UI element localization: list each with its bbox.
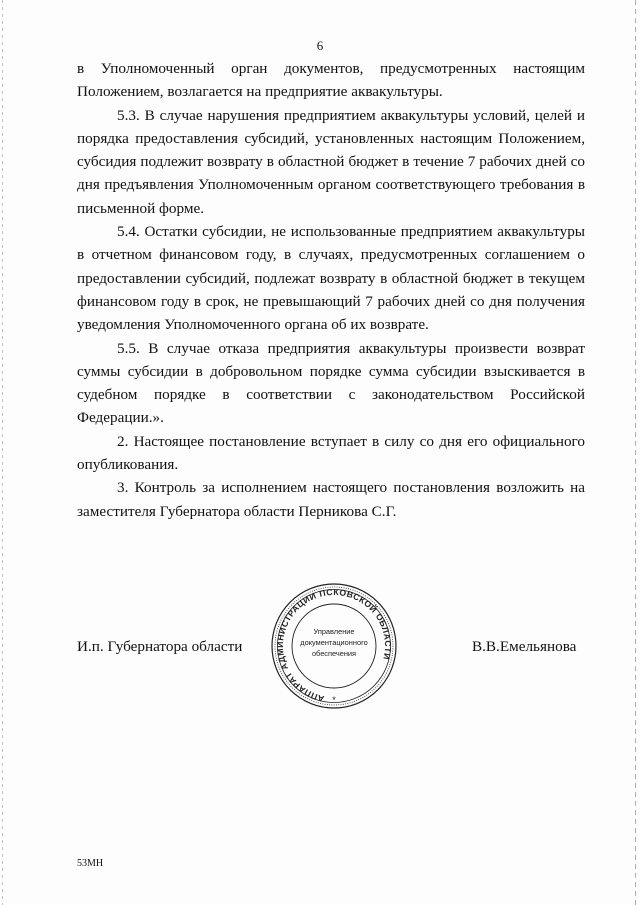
page-number: 6 [316, 38, 324, 53]
footer-code: 53МН [77, 858, 104, 869]
document-body [77, 57, 585, 523]
paragraph-continuation: в Уполномоченный орган документов, предусмотренных настоящим Положением, возлагается на предприятие аквакультуры. [77, 60, 585, 101]
paragraph-5-3: 5.3. В случае нарушения предприятием аквакультуры условий, целей и порядка предоставления субсидий, установленных настоящим Положением, субсидия подлежит возврату в областной бюджет в течение 7 рабочих дней со дня предъявления Уполномоченным органом соответствующего требования в письменной форме. [77, 106, 585, 217]
stamp-center-line-1: Управление [313, 627, 355, 636]
scan-edge-left [2, 0, 3, 905]
paragraph-5-5: 5.5. В случае отказа предприятия аквакультуры произвести возврат суммы субсидии в добровольном порядке сумма субсидии взыскивается в судебном порядке в соответствии с законодательством Российской Федерации.». [77, 339, 585, 427]
stamp-ring-text: АППАРАТ АДМИНИСТРАЦИИ ПСКОВСКОЙ ОБЛАСТИ [274, 586, 394, 704]
paragraph-item-2: 2. Настоящее постановление вступает в силу со дня его официального опубликования. [77, 432, 585, 474]
signatory-position: И.п. Губернатора области [77, 638, 243, 655]
paragraph-5-4: 5.4. Остатки субсидии, не использованные предприятием аквакультуры в отчетном финансовом году, в случаях, предусмотренных соглашением о предоставлении субсидий, подлежат возврату в областной бюджет в текущем финансовом году в срок, не превышающий 7 рабочих дней со дня получения уведомления Уполномоченного органа об их возврате. [77, 223, 585, 334]
stamp-star-icon: * [332, 695, 336, 705]
scan-edge-right [635, 0, 636, 905]
signatory-name: В.В.Емельянова [472, 638, 577, 655]
official-stamp [262, 582, 406, 710]
stamp-center-line-2: документационного [300, 638, 368, 647]
stamp-center-line-3: обеспечения [311, 649, 357, 658]
paragraph-item-3: 3. Контроль за исполнением настоящего постановления возложить на заместителя Губернатора области Перникова С.Г. [77, 479, 585, 520]
